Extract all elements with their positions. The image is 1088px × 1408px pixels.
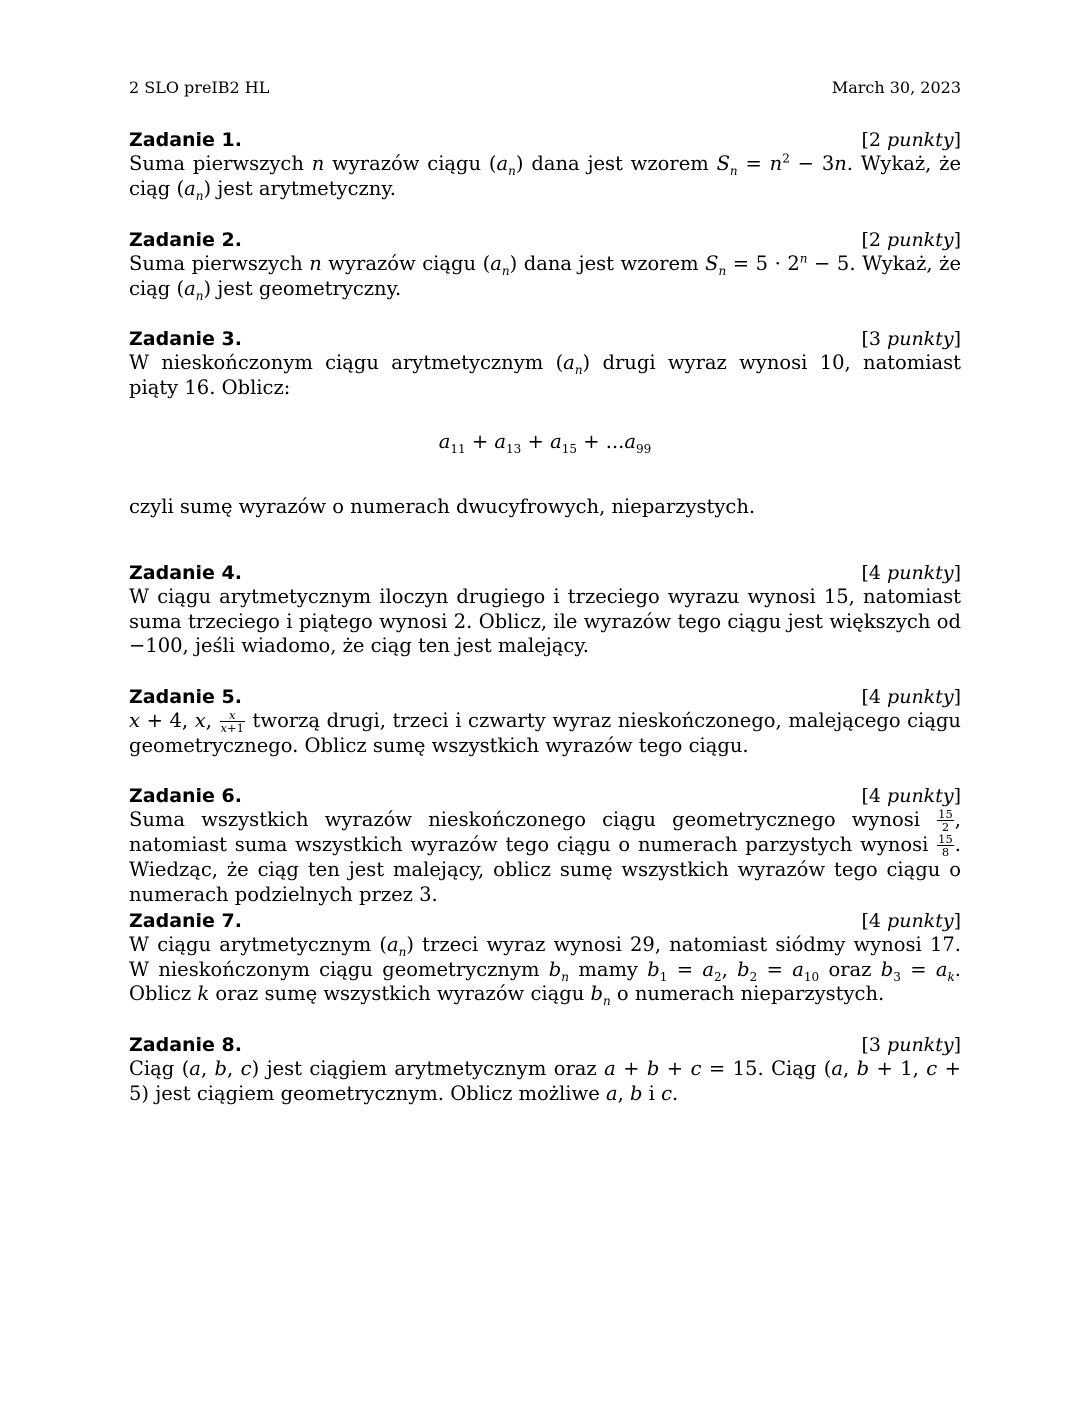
problem-title: Zadanie 2.: [129, 229, 242, 251]
points-badge: [4 punkty]: [861, 562, 961, 584]
problem-title: Zadanie 4.: [129, 562, 242, 584]
points-badge: [4 punkty]: [861, 785, 961, 807]
problem-title: Zadanie 3.: [129, 328, 242, 350]
sum-formula: $a_{11} + a_{13} + a_{15} + ...a_{99}$: [438, 430, 652, 456]
problem-text: Ciąg (a, b, c) jest ciągiem arytmetycznym oraz a + b + c = 15. Ciąg (a, b + 1, c + 5) jest ciągiem geometrycznym. Oblicz możliwe a, b i c.: [129, 1057, 961, 1105]
problem-title: Zadanie 1.: [129, 129, 242, 151]
course-label: 2 SLO preIB2 HL: [129, 78, 270, 97]
problem-5: [129, 685, 961, 759]
page-header: [129, 78, 961, 97]
problem-title: Zadanie 8.: [129, 1034, 242, 1056]
problem-title: Zadanie 5.: [129, 686, 242, 708]
points-badge: [4 punkty]: [861, 910, 961, 932]
problem-4: [129, 561, 961, 659]
problem-3: [129, 327, 961, 520]
points-badge: [2 punkty]: [861, 129, 961, 151]
problem-text: Suma pierwszych n wyrazów ciągu $(a_n)$ dana jest wzorem $S_n = 5 \cdot 2^n - 5$. Wykaż, że ciąg $(a_n)$ jest geometryczny.: [129, 251, 961, 303]
problem-title: Zadanie 6.: [129, 785, 242, 807]
problem-6: [129, 784, 961, 907]
problem-title: Zadanie 7.: [129, 910, 242, 932]
problem-text: x + 4, x, $\frac{x}{x+1}$ tworzą drugi, trzeci i czwarty wyraz nieskończonego, malejącego ciągu geometrycznego. Oblicz sumę wszystkich wyrazów tego ciągu.: [129, 708, 961, 757]
points-badge: [3 punkty]: [861, 328, 961, 350]
problem-text: Suma wszystkich wyrazów nieskończonego ciągu geometrycznego wynosi $\frac{15}{2}$ , natomiast suma wszystkich wyrazów tego ciągu o numerach parzystych wynosi $\frac{15}{8}$ . Wiedząc, że ciąg ten jest malejący, oblicz sumę wszystkich wyrazów tego ciągu o numerach podzielnych przez 3.: [129, 807, 961, 906]
points-badge: [4 punkty]: [861, 686, 961, 708]
problem-text-continued: czyli sumę wyrazów o numerach dwucyfrowych, nieparzystych.: [129, 495, 756, 518]
problem-8: [129, 1033, 961, 1106]
problem-text: W nieskończonym ciągu arytmetycznym $(a_n)$ drugi wyraz wynosi 10, natomiast piąty 16. Oblicz:: [129, 351, 961, 399]
problem-text: W ciągu arytmetycznym iloczyn drugiego i trzeciego wyrazu wynosi 15, natomiast suma trzeciego i piątego wynosi 2. Oblicz, ile wyrazów tego ciągu jest większych od −100, jeśli wiadomo, że ciąg ten jest malejący.: [129, 585, 961, 657]
points-badge: [3 punkty]: [861, 1034, 961, 1056]
problem-7: [129, 909, 961, 1007]
problem-2: [129, 228, 961, 301]
points-badge: [2 punkty]: [861, 229, 961, 251]
problem-text: Suma pierwszych n wyrazów ciągu $(a_n)$ dana jest wzorem $S_n = n^2 - 3n$. Wykaż, że ciąg $(a_n)$ jest arytmetyczny.: [129, 151, 961, 203]
problem-text: W ciągu arytmetycznym $(a_n)$ trzeci wyraz wynosi 29, natomiast siódmy wynosi 17. W nieskończonym ciągu geometrycznym $b_n$ mamy $b_1 = a_2$, $b_2 = a_{10}$ oraz $b_3 = a_k$. Oblicz k oraz sumę wszystkich wyrazów ciągu $b_n$ o numerach nieparzystych.: [129, 933, 961, 1008]
problem-1: [129, 128, 961, 201]
date-label: March 30, 2023: [831, 78, 961, 97]
